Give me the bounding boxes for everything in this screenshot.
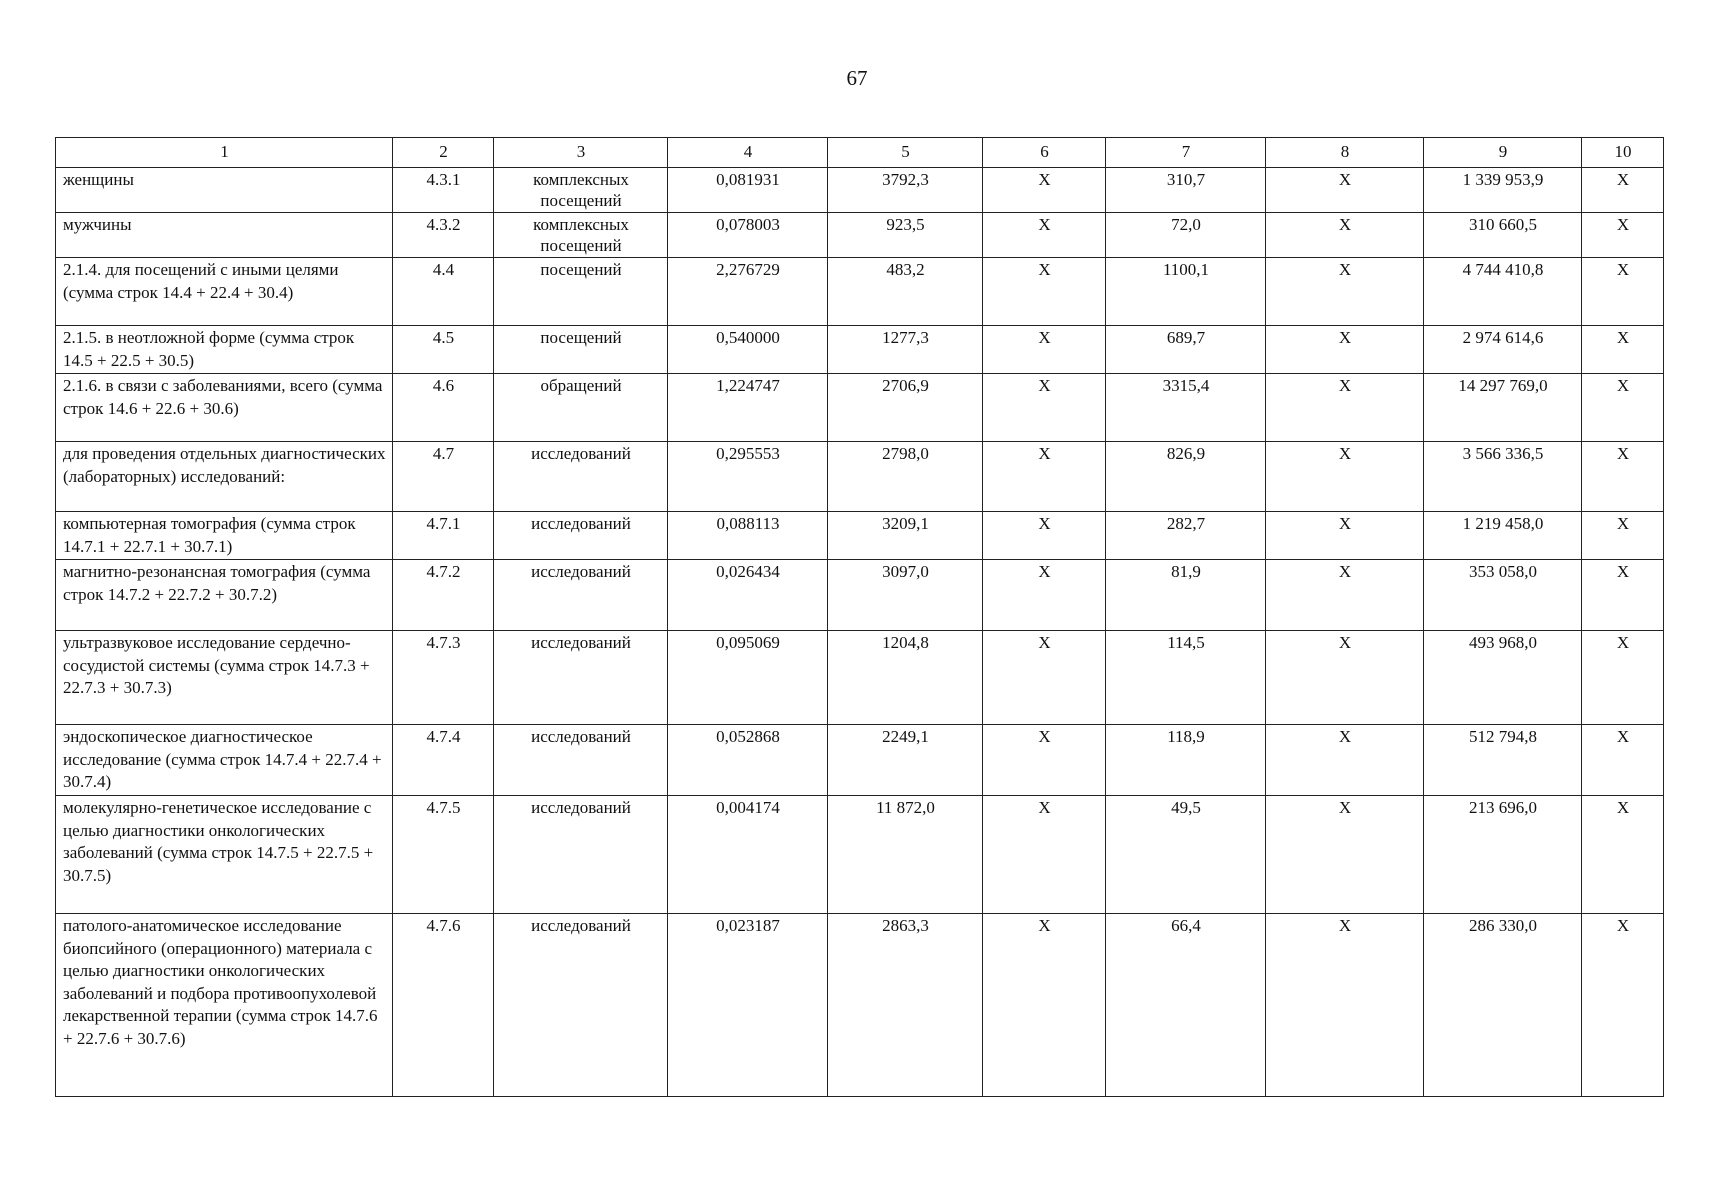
value-cell: 3792,3: [828, 168, 983, 213]
unit-cell: обращений: [494, 374, 668, 442]
header-cell: 5: [828, 138, 983, 168]
value-cell: 2,276729: [668, 258, 828, 326]
value-cell: 512 794,8: [1424, 725, 1582, 796]
value-cell: Х: [983, 560, 1106, 631]
value-cell: 3315,4: [1106, 374, 1266, 442]
unit-cell: комплексных посещений: [494, 168, 668, 213]
value-cell: 0,078003: [668, 213, 828, 258]
value-cell: 1204,8: [828, 631, 983, 725]
row-name-cell: мужчины: [56, 213, 393, 258]
row-name-cell: магнитно-резонансная томография (сумма строк 14.7.2 + 22.7.2 + 30.7.2): [56, 560, 393, 631]
value-cell: Х: [1266, 168, 1424, 213]
value-cell: 4 744 410,8: [1424, 258, 1582, 326]
table-row: [56, 914, 1664, 1097]
header-cell: 4: [668, 138, 828, 168]
value-cell: 2 974 614,6: [1424, 326, 1582, 374]
value-cell: 3097,0: [828, 560, 983, 631]
row-code-cell: 4.6: [393, 374, 494, 442]
value-cell: Х: [1582, 512, 1664, 560]
row-code-cell: 4.7.2: [393, 560, 494, 631]
row-code-cell: 4.3.1: [393, 168, 494, 213]
value-cell: Х: [1266, 374, 1424, 442]
value-cell: 14 297 769,0: [1424, 374, 1582, 442]
unit-cell: посещений: [494, 258, 668, 326]
row-code-cell: 4.7.6: [393, 914, 494, 1097]
unit-cell: исследований: [494, 914, 668, 1097]
row-name-cell: 2.1.6. в связи с заболеваниями, всего (сумма строк 14.6 + 22.6 + 30.6): [56, 374, 393, 442]
value-cell: Х: [1582, 442, 1664, 512]
header-cell: 8: [1266, 138, 1424, 168]
value-cell: Х: [1266, 326, 1424, 374]
value-cell: 286 330,0: [1424, 914, 1582, 1097]
table-row: [56, 213, 1664, 258]
row-name-cell: компьютерная томография (сумма строк 14.7.1 + 22.7.1 + 30.7.1): [56, 512, 393, 560]
value-cell: Х: [1266, 442, 1424, 512]
table-row: [56, 326, 1664, 374]
header-row: [56, 138, 1664, 168]
value-cell: Х: [1582, 326, 1664, 374]
value-cell: 3209,1: [828, 512, 983, 560]
row-name-cell: 2.1.4. для посещений с иными целями (сумма строк 14.4 + 22.4 + 30.4): [56, 258, 393, 326]
unit-cell: комплексных посещений: [494, 213, 668, 258]
table-row: [56, 258, 1664, 326]
table-row: [56, 725, 1664, 796]
row-code-cell: 4.7.1: [393, 512, 494, 560]
value-cell: Х: [983, 725, 1106, 796]
value-cell: Х: [1582, 168, 1664, 213]
value-cell: Х: [1582, 560, 1664, 631]
value-cell: 0,295553: [668, 442, 828, 512]
header-cell: 1: [56, 138, 393, 168]
value-cell: 353 058,0: [1424, 560, 1582, 631]
value-cell: 0,540000: [668, 326, 828, 374]
row-code-cell: 4.4: [393, 258, 494, 326]
row-code-cell: 4.7.3: [393, 631, 494, 725]
unit-cell: исследований: [494, 560, 668, 631]
value-cell: 689,7: [1106, 326, 1266, 374]
header-cell: 2: [393, 138, 494, 168]
header-cell: 7: [1106, 138, 1266, 168]
value-cell: Х: [1582, 725, 1664, 796]
table-row: [56, 512, 1664, 560]
row-code-cell: 4.5: [393, 326, 494, 374]
row-name-cell: женщины: [56, 168, 393, 213]
page-number: 67: [846, 66, 868, 90]
data-table: [55, 137, 1664, 1097]
value-cell: Х: [1266, 560, 1424, 631]
value-cell: Х: [1582, 374, 1664, 442]
value-cell: Х: [1266, 213, 1424, 258]
unit-cell: исследований: [494, 512, 668, 560]
value-cell: 1 339 953,9: [1424, 168, 1582, 213]
value-cell: 2706,9: [828, 374, 983, 442]
value-cell: Х: [1266, 725, 1424, 796]
value-cell: 3 566 336,5: [1424, 442, 1582, 512]
value-cell: 1277,3: [828, 326, 983, 374]
value-cell: 493 968,0: [1424, 631, 1582, 725]
unit-cell: исследований: [494, 442, 668, 512]
value-cell: 66,4: [1106, 914, 1266, 1097]
value-cell: 282,7: [1106, 512, 1266, 560]
row-code-cell: 4.7: [393, 442, 494, 512]
value-cell: 2798,0: [828, 442, 983, 512]
row-name-cell: эндоскопическое диагностическое исследование (сумма строк 14.7.4 + 22.7.4 + 30.7.4): [56, 725, 393, 796]
value-cell: Х: [1582, 914, 1664, 1097]
value-cell: 213 696,0: [1424, 796, 1582, 914]
row-name-cell: ультразвуковое исследование сердечно-сосудистой системы (сумма строк 14.7.3 + 22.7.3 + 30.7.3): [56, 631, 393, 725]
table-row: [56, 374, 1664, 442]
header-cell: 10: [1582, 138, 1664, 168]
value-cell: 72,0: [1106, 213, 1266, 258]
value-cell: 81,9: [1106, 560, 1266, 631]
unit-cell: посещений: [494, 326, 668, 374]
value-cell: 0,081931: [668, 168, 828, 213]
value-cell: 1 219 458,0: [1424, 512, 1582, 560]
row-code-cell: 4.3.2: [393, 213, 494, 258]
value-cell: 923,5: [828, 213, 983, 258]
value-cell: 118,9: [1106, 725, 1266, 796]
value-cell: 826,9: [1106, 442, 1266, 512]
value-cell: Х: [1266, 914, 1424, 1097]
value-cell: Х: [983, 512, 1106, 560]
value-cell: Х: [1582, 258, 1664, 326]
value-cell: 0,088113: [668, 512, 828, 560]
value-cell: 1,224747: [668, 374, 828, 442]
table-row: [56, 442, 1664, 512]
value-cell: Х: [1582, 796, 1664, 914]
header-cell: 3: [494, 138, 668, 168]
value-cell: 0,026434: [668, 560, 828, 631]
value-cell: Х: [983, 914, 1106, 1097]
value-cell: 49,5: [1106, 796, 1266, 914]
row-code-cell: 4.7.5: [393, 796, 494, 914]
header-cell: 6: [983, 138, 1106, 168]
unit-cell: исследований: [494, 796, 668, 914]
value-cell: 1100,1: [1106, 258, 1266, 326]
table-row: [56, 631, 1664, 725]
value-cell: 2249,1: [828, 725, 983, 796]
value-cell: 310 660,5: [1424, 213, 1582, 258]
value-cell: Х: [983, 168, 1106, 213]
value-cell: Х: [983, 258, 1106, 326]
value-cell: Х: [1582, 213, 1664, 258]
row-name-cell: 2.1.5. в неотложной форме (сумма строк 14.5 + 22.5 + 30.5): [56, 326, 393, 374]
value-cell: 0,023187: [668, 914, 828, 1097]
unit-cell: исследований: [494, 631, 668, 725]
table-row: [56, 560, 1664, 631]
value-cell: 2863,3: [828, 914, 983, 1097]
value-cell: 483,2: [828, 258, 983, 326]
row-name-cell: патолого-анатомическое исследование биопсийного (операционного) материала с целью диагностики онкологических заболеваний и подбора противоопухолевой лекарственной терапии (сумма строк 14.7.6 + 22.7.6 + 30.7.6): [56, 914, 393, 1097]
value-cell: Х: [1266, 631, 1424, 725]
value-cell: Х: [983, 213, 1106, 258]
value-cell: Х: [983, 374, 1106, 442]
value-cell: Х: [983, 631, 1106, 725]
value-cell: 0,052868: [668, 725, 828, 796]
value-cell: 0,095069: [668, 631, 828, 725]
value-cell: 0,004174: [668, 796, 828, 914]
unit-cell: исследований: [494, 725, 668, 796]
value-cell: Х: [1266, 512, 1424, 560]
value-cell: 310,7: [1106, 168, 1266, 213]
value-cell: Х: [983, 442, 1106, 512]
table-row: [56, 168, 1664, 213]
value-cell: 114,5: [1106, 631, 1266, 725]
value-cell: 11 872,0: [828, 796, 983, 914]
value-cell: Х: [983, 796, 1106, 914]
value-cell: Х: [983, 326, 1106, 374]
row-code-cell: 4.7.4: [393, 725, 494, 796]
value-cell: Х: [1266, 796, 1424, 914]
row-name-cell: молекулярно-генетическое исследование с целью диагностики онкологических заболеваний (сумма строк 14.7.5 + 22.7.5 + 30.7.5): [56, 796, 393, 914]
row-name-cell: для проведения отдельных диагностических (лабораторных) исследований:: [56, 442, 393, 512]
table-row: [56, 796, 1664, 914]
header-cell: 9: [1424, 138, 1582, 168]
value-cell: Х: [1582, 631, 1664, 725]
value-cell: Х: [1266, 258, 1424, 326]
